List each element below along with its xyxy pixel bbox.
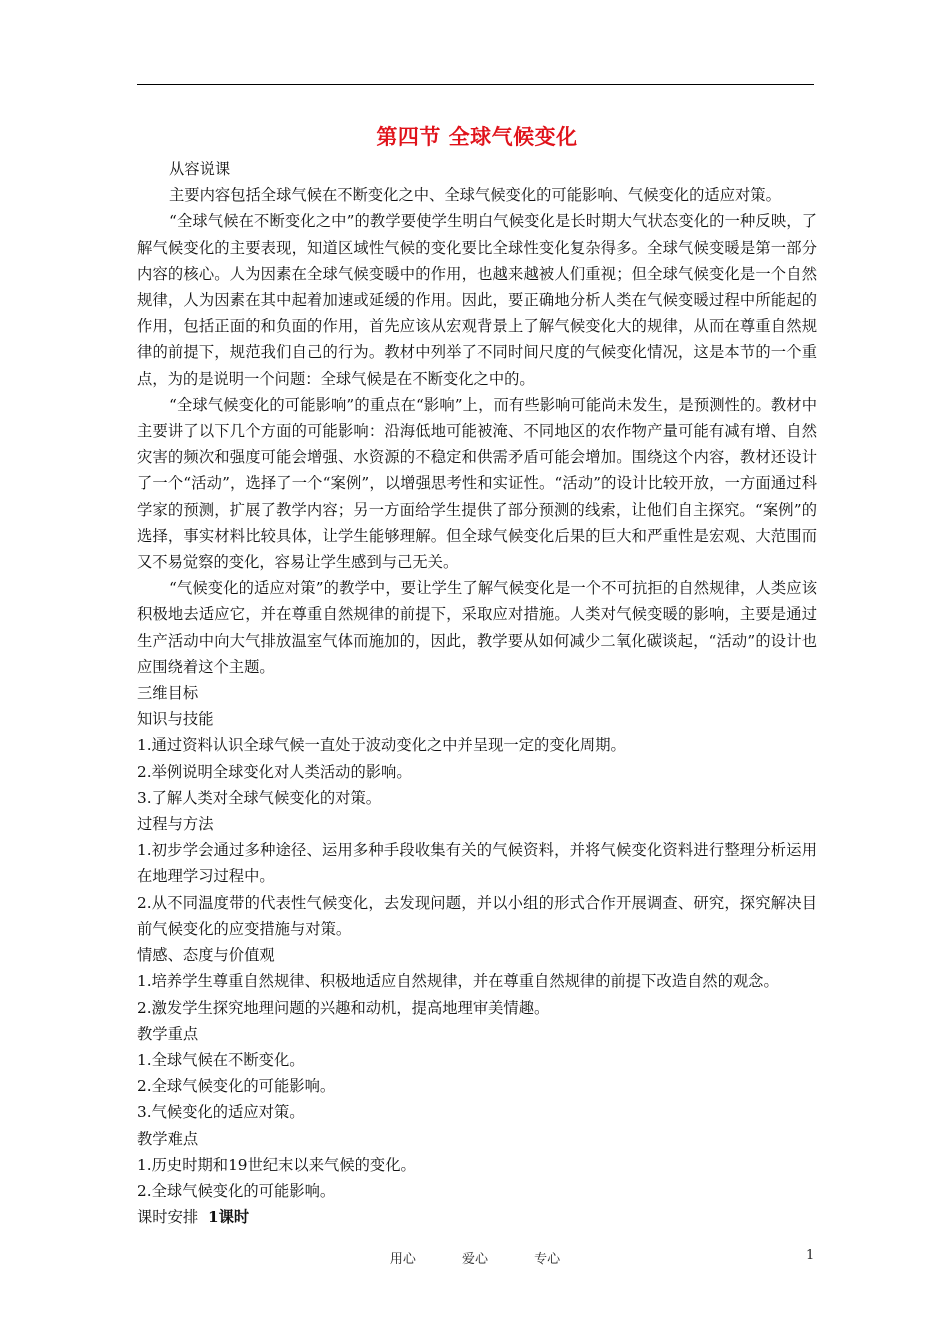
schedule-label: 课时安排 (137, 1208, 199, 1227)
goals-heading: 三维目标 (137, 684, 199, 703)
list-item: 2.举例说明全球变化对人类活动的影响。 (137, 762, 412, 781)
schedule-line (137, 1204, 817, 1230)
list-item: 2.全球气候变化的可能影响。 (137, 1181, 336, 1200)
list-item: 2.激发学生探究地理问题的兴趣和动机，提高地理审美情趣。 (137, 998, 550, 1017)
list-item: 3.了解人类对全球气候变化的对策。 (137, 788, 382, 807)
intro-paragraph: “气候变化的适应对策”的教学中，要让学生了解气候变化是一个不可抗拒的自然规律，人类应该积极地去适应它，并在尊重自然规律的前提下，采取应对措施。人类对气候变暖的影响，主要是通过生产活动中向大气排放温室气体而施加的，因此，教学要从如何减少二氧化碳谈起，“活动”的设计也应围绕着这个主题。 (137, 579, 817, 676)
list-item: 2.全球气候变化的可能影响。 (137, 1077, 336, 1096)
schedule-value: 1课时 (207, 1208, 250, 1227)
section-heading-lecture: 从容说课 (169, 160, 231, 178)
header-rule (137, 84, 814, 85)
document-title: 第四节 全球气候变化 (376, 124, 578, 149)
document-body (137, 118, 817, 1230)
knowledge-heading: 知识与技能 (137, 710, 214, 729)
intro-paragraph: “全球气候变化的可能影响”的重点在“影响”上，而有些影响可能尚未发生，是预测性的。教材中主要讲了以下几个方面的可能影响：沿海低地可能被淹、不同地区的农作物产量可能有减有增、自然灾害的频次和强度可能会增强、水资源的不稳定和供需矛盾可能会增加。围绕这个内容，教材还设计了一个“活动”，选择了一个“案例”，以增强思考性和实证性。“活动”的设计比较开放，一方面通过科学家的预测，扩展了教学内容；另一方面给学生提供了部分预测的线索，让他们自主探究。“案例”的选择，事实材料比较具体，让学生能够理解。但全球气候变化后果的巨大和严重性是宏观、大范围而又不易觉察的变化，容易让学生感到与己无关。 (137, 395, 817, 572)
intro-paragraph: “全球气候在不断变化之中”的教学要使学生明白气候变化是长时期大气状态变化的一种反映，了解气候变化的主要表现，知道区域性气候的变化要比全球性变化复杂得多。全球气候变暖是第一部分内容的核心。人为因素在全球气候变暖中的作用，也越来越被人们重视；但全球气候变化是一个自然规律，人为因素在其中起着加速或延缓的作用。因此，要正确地分析人类在气候变暖过程中所能起的作用，包括正面的和负面的作用，首先应该从宏观背景上了解气候变化大的规律，从而在尊重自然规律的前提下，规范我们自己的行为。教材中列举了不同时间尺度的气候变化情况，这是本节的一个重点，为的是说明一个问题：全球气候是在不断变化之中的。 (137, 212, 817, 388)
emotion-heading: 情感、态度与价值观 (137, 946, 275, 965)
key-points-heading: 教学重点 (137, 1024, 199, 1043)
list-item: 1.全球气候在不断变化。 (137, 1050, 305, 1069)
list-item: 3.气候变化的适应对策。 (137, 1103, 305, 1122)
list-item: 1.历史时期和19世纪末以来气候的变化。 (137, 1155, 416, 1174)
footer-word: 用心 (389, 1252, 416, 1267)
footer-word: 爱心 (461, 1252, 488, 1267)
list-item: 1.培养学生尊重自然规律、积极地适应自然规律，并在尊重自然规律的前提下改造自然的观念。 (137, 972, 779, 991)
list-item: 2.从不同温度带的代表性气候变化，去发现问题，并以小组的形式合作开展调查、研究，探究解决目前气候变化的应变措施与对策。 (137, 893, 817, 938)
process-heading: 过程与方法 (137, 815, 214, 834)
list-item: 1.通过资料认识全球气候一直处于波动变化之中并呈现一定的变化周期。 (137, 736, 626, 755)
page-number: 1 (806, 1248, 815, 1263)
intro-paragraph: 主要内容包括全球气候在不断变化之中、全球气候变化的可能影响、气候变化的适应对策。 (169, 186, 781, 205)
list-item: 1.初步学会通过多种途径、运用多种手段收集有关的气候资料，并将气候变化资料进行整理分析运用在地理学习过程中。 (137, 841, 817, 886)
difficulties-heading: 教学难点 (137, 1129, 199, 1148)
footer-word: 专心 (534, 1252, 561, 1267)
